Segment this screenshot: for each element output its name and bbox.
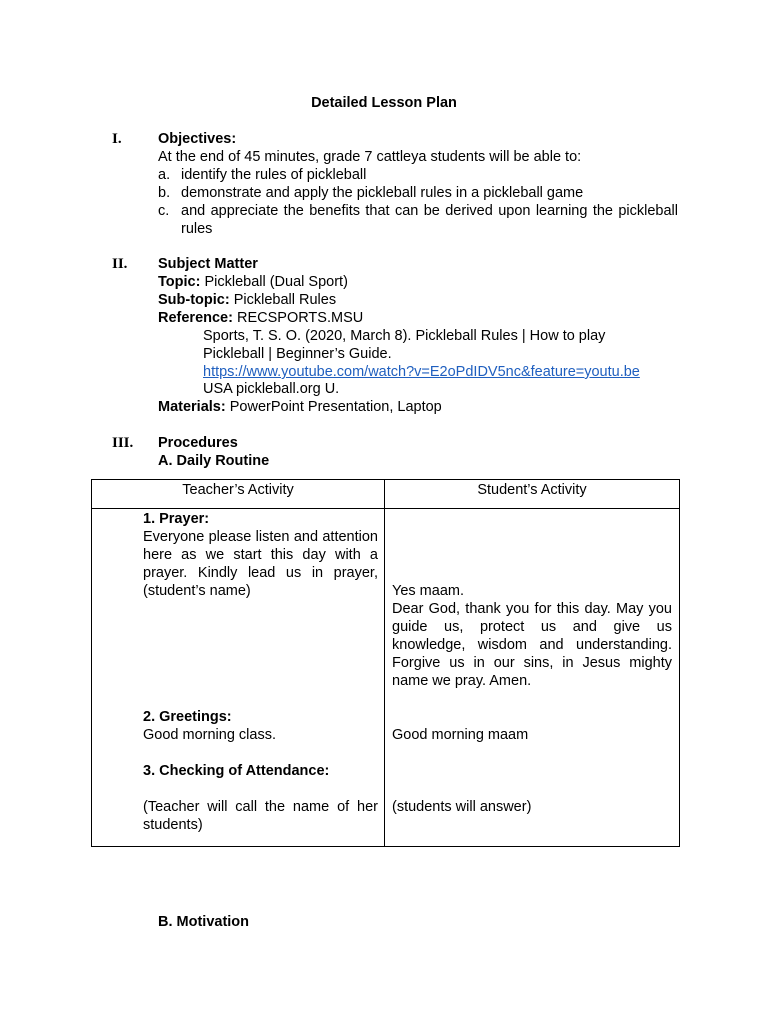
- table-row: [92, 509, 680, 847]
- subject-matter-heading: Subject Matter: [158, 256, 258, 272]
- subtopic-value: Pickleball Rules: [233, 292, 337, 308]
- materials-line: [158, 398, 442, 416]
- objectives-list: [158, 166, 678, 238]
- table-header-row: [92, 480, 680, 509]
- student-activity-header: Student’s Activity: [385, 480, 680, 509]
- reference-citation-line-3: USA pickleball.org U.: [203, 381, 340, 397]
- prayer-label: 1. Prayer:: [143, 511, 210, 527]
- objective-item: [158, 202, 678, 238]
- reference-youtube-link[interactable]: https://www.youtube.com/watch?v=E2oPdIDV5nc&feature=youtu.be: [203, 364, 640, 380]
- objective-marker: a.: [158, 167, 171, 183]
- reference-label: Reference:: [158, 310, 233, 326]
- prayer-response-2: Dear God, thank you for this day. May you guide us, protect us and give us knowledge, wisdom and understanding. Forgive us in our sins, in Jesus mighty name we pray. Amen.: [392, 601, 672, 689]
- subtopic-line: [158, 291, 336, 309]
- attendance-text: (Teacher will call the name of her students): [143, 799, 378, 833]
- reference-citation-line-1: Sports, T. S. O. (2020, March 8). Pickleball Rules | How to play: [203, 328, 606, 344]
- prayer-response-1: Yes maam.: [392, 583, 464, 599]
- daily-routine-table: [91, 479, 680, 847]
- greetings-response: Good morning maam: [392, 727, 529, 743]
- objective-marker: b.: [158, 185, 171, 201]
- objective-item: [158, 166, 678, 184]
- greetings-label: 2. Greetings:: [143, 709, 232, 725]
- student-activity-cell: [385, 509, 680, 847]
- objective-text: identify the rules of pickleball: [181, 167, 367, 183]
- reference-value: RECSPORTS.MSU: [236, 310, 364, 326]
- objective-marker: c.: [158, 203, 170, 219]
- reference-line: [158, 309, 363, 327]
- motivation-heading: B. Motivation: [158, 914, 250, 930]
- topic-value: Pickleball (Dual Sport): [204, 274, 348, 290]
- topic-line: [158, 273, 348, 291]
- teacher-activity-cell: [92, 509, 385, 847]
- section-1-number: I.: [112, 131, 122, 147]
- procedures-heading: Procedures: [158, 435, 238, 451]
- attendance-response: (students will answer): [392, 799, 532, 815]
- topic-label: Topic:: [158, 274, 201, 290]
- greetings-text: Good morning class.: [143, 727, 276, 743]
- section-2-number: II.: [112, 256, 128, 272]
- prayer-text: Everyone please listen and attention here as we start this day with a prayer. Kindly lead us in prayer, (student’s name): [143, 529, 378, 599]
- objective-text: and appreciate the benefits that can be derived upon learning the pickleball rules: [181, 203, 678, 237]
- attendance-label: 3. Checking of Attendance:: [143, 763, 330, 779]
- daily-routine-heading: A. Daily Routine: [158, 453, 270, 469]
- materials-label: Materials:: [158, 399, 226, 415]
- teacher-activity-header: Teacher’s Activity: [92, 480, 385, 509]
- section-3-number: III.: [112, 435, 134, 451]
- subtopic-label: Sub-topic:: [158, 292, 230, 308]
- objectives-heading: Objectives:: [158, 131, 237, 147]
- materials-value: PowerPoint Presentation, Laptop: [229, 399, 442, 415]
- reference-citation-line-2: Pickleball | Beginner’s Guide.: [203, 346, 392, 362]
- objective-text: demonstrate and apply the pickleball rules in a pickleball game: [181, 185, 584, 201]
- objective-item: [158, 184, 678, 202]
- objectives-intro: At the end of 45 minutes, grade 7 cattleya students will be able to:: [158, 149, 582, 165]
- document-title: Detailed Lesson Plan: [311, 95, 457, 111]
